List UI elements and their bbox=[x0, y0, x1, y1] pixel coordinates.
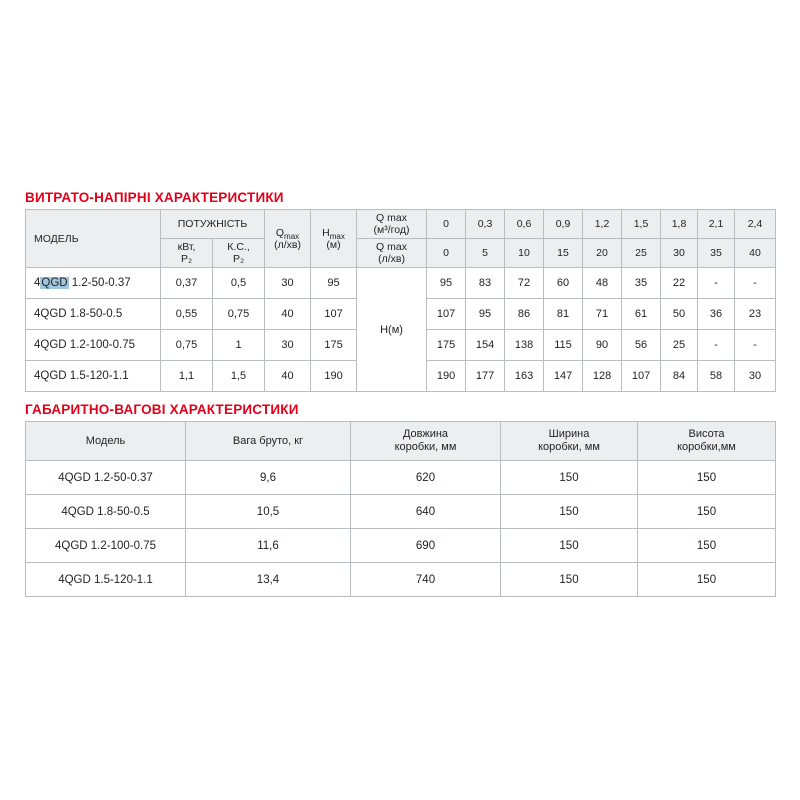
model-cell bbox=[26, 268, 161, 299]
header-power-hp bbox=[213, 239, 265, 268]
cell-qmax: 30 bbox=[265, 268, 311, 299]
header-qmax-m3h-label: Q max bbox=[376, 212, 407, 224]
flow-lmin-5: 25 bbox=[622, 239, 661, 268]
flow-m3h-0: 0 bbox=[427, 210, 466, 239]
dimensions-weight-table bbox=[25, 421, 776, 597]
header-qmax-lmin-unit: (л/хв) bbox=[378, 253, 405, 266]
table-row bbox=[26, 563, 776, 597]
header-dim-height bbox=[638, 422, 776, 461]
cell-qmax: 40 bbox=[265, 299, 311, 330]
table-row bbox=[26, 529, 776, 563]
cell-head-8: - bbox=[735, 268, 776, 299]
table-row bbox=[26, 268, 776, 299]
flow-lmin-6: 30 bbox=[661, 239, 698, 268]
cell-head-2: 72 bbox=[505, 268, 544, 299]
dim-width: 150 bbox=[501, 529, 638, 563]
dim-length: 640 bbox=[351, 495, 501, 529]
flow-lmin-7: 35 bbox=[698, 239, 735, 268]
cell-head-0: 190 bbox=[427, 361, 466, 392]
header-qmax-m3h-unit: (м³/год) bbox=[373, 224, 410, 237]
flow-lmin-1: 5 bbox=[466, 239, 505, 268]
flow-lmin-4: 20 bbox=[583, 239, 622, 268]
flow-lmin-3: 15 bbox=[544, 239, 583, 268]
header-qmax-sub: max bbox=[284, 231, 300, 241]
flow-lmin-2: 10 bbox=[505, 239, 544, 268]
header-dim-width-l1: Ширина bbox=[548, 428, 590, 441]
cell-head-1: 154 bbox=[466, 330, 505, 361]
header-model: МОДЕЛЬ bbox=[26, 210, 161, 268]
cell-head-5: 107 bbox=[622, 361, 661, 392]
dim-height: 150 bbox=[638, 529, 776, 563]
dim-width: 150 bbox=[501, 563, 638, 597]
dim-weight: 11,6 bbox=[186, 529, 351, 563]
flow-m3h-2: 0,6 bbox=[505, 210, 544, 239]
cell-head-3: 81 bbox=[544, 299, 583, 330]
header-qmax bbox=[265, 210, 311, 268]
flow-m3h-8: 2,4 bbox=[735, 210, 776, 239]
cell-head-7: 58 bbox=[698, 361, 735, 392]
dim-length: 740 bbox=[351, 563, 501, 597]
header-dim-height-l2: коробки,мм bbox=[677, 441, 736, 454]
cell-hmax: 190 bbox=[311, 361, 357, 392]
flow-m3h-3: 0,9 bbox=[544, 210, 583, 239]
header-power: ПОТУЖНІСТЬ bbox=[161, 210, 265, 239]
cell-hmax: 107 bbox=[311, 299, 357, 330]
cell-head-5: 35 bbox=[622, 268, 661, 299]
model-prefix: 4 bbox=[34, 277, 41, 290]
table-row bbox=[26, 461, 776, 495]
model-highlight: QGD bbox=[41, 277, 68, 290]
cell-hp: 1 bbox=[213, 330, 265, 361]
model-prefix: 4 bbox=[34, 308, 41, 321]
cell-head-0: 95 bbox=[427, 268, 466, 299]
flow-m3h-7: 2,1 bbox=[698, 210, 735, 239]
model-rest: QGD 1.5-120-1.1 bbox=[40, 370, 129, 383]
cell-qmax: 40 bbox=[265, 361, 311, 392]
cell-head-8: - bbox=[735, 330, 776, 361]
cell-head-2: 138 bbox=[505, 330, 544, 361]
model-prefix: 4 bbox=[34, 339, 41, 352]
dim-length: 690 bbox=[351, 529, 501, 563]
section-title-dimensions: ГАБАРИТНО-ВАГОВІ ХАРАКТЕРИСТИКИ bbox=[25, 402, 299, 418]
header-dim-length-l2: коробки, мм bbox=[394, 441, 457, 454]
dim-model: 4QGD 1.2-50-0.37 bbox=[26, 461, 186, 495]
cell-head-4: 90 bbox=[583, 330, 622, 361]
cell-head-5: 61 bbox=[622, 299, 661, 330]
model-rest: 1.2-50-0.37 bbox=[68, 277, 131, 290]
cell-head-6: 84 bbox=[661, 361, 698, 392]
section-spacer bbox=[0, 392, 800, 402]
cell-head-7: 36 bbox=[698, 299, 735, 330]
cell-head-0: 107 bbox=[427, 299, 466, 330]
cell-head-4: 128 bbox=[583, 361, 622, 392]
flow-m3h-1: 0,3 bbox=[466, 210, 505, 239]
cell-head-1: 95 bbox=[466, 299, 505, 330]
flow-characteristics-table bbox=[25, 209, 776, 392]
header-qmax-m3h bbox=[357, 210, 427, 239]
header-power-kw bbox=[161, 239, 213, 268]
dimensions-table-wrap bbox=[0, 421, 800, 597]
cell-kw: 0,55 bbox=[161, 299, 213, 330]
dim-length: 620 bbox=[351, 461, 501, 495]
cell-hm-label: H(м) bbox=[357, 268, 427, 392]
cell-kw: 1,1 bbox=[161, 361, 213, 392]
cell-head-4: 48 bbox=[583, 268, 622, 299]
flow-lmin-8: 40 bbox=[735, 239, 776, 268]
flow-lmin-0: 0 bbox=[427, 239, 466, 268]
header-qmax-label: Q bbox=[275, 226, 285, 239]
dim-model: 4QGD 1.2-100-0.75 bbox=[26, 529, 186, 563]
cell-hp: 0,75 bbox=[213, 299, 265, 330]
dim-weight: 9,6 bbox=[186, 461, 351, 495]
model-prefix: 4 bbox=[34, 370, 41, 383]
header-hmax-label: H bbox=[322, 226, 330, 239]
dim-height: 150 bbox=[638, 495, 776, 529]
cell-kw: 0,75 bbox=[161, 330, 213, 361]
model-cell bbox=[26, 299, 161, 330]
cell-head-6: 50 bbox=[661, 299, 698, 330]
header-power-hp-sub: P₂ bbox=[232, 253, 245, 266]
cell-head-8: 23 bbox=[735, 299, 776, 330]
flow-table-wrap bbox=[0, 209, 800, 392]
cell-head-6: 25 bbox=[661, 330, 698, 361]
cell-head-3: 147 bbox=[544, 361, 583, 392]
dim-model: 4QGD 1.8-50-0.5 bbox=[26, 495, 186, 529]
header-dim-height-l1: Висота bbox=[688, 428, 725, 441]
flow-header-row-1 bbox=[26, 210, 776, 239]
cell-hmax: 95 bbox=[311, 268, 357, 299]
cell-head-7: - bbox=[698, 330, 735, 361]
header-dim-width-l2: коробки, мм bbox=[538, 441, 600, 454]
dim-weight: 13,4 bbox=[186, 563, 351, 597]
cell-head-3: 115 bbox=[544, 330, 583, 361]
header-qmax-unit: (л/хв) bbox=[274, 238, 301, 251]
model-rest: QGD 1.2-100-0.75 bbox=[40, 339, 136, 352]
header-hmax-unit: (м) bbox=[326, 238, 341, 251]
model-cell bbox=[26, 330, 161, 361]
header-qmax-lmin bbox=[357, 239, 427, 268]
dim-weight: 10,5 bbox=[186, 495, 351, 529]
dim-model: 4QGD 1.5-120-1.1 bbox=[26, 563, 186, 597]
cell-hmax: 175 bbox=[311, 330, 357, 361]
header-dim-model-l1: Модель bbox=[85, 434, 126, 447]
cell-hp: 0,5 bbox=[213, 268, 265, 299]
header-dim-weight-l1: Вага бруто, кг bbox=[232, 434, 304, 447]
header-power-kw-label: кВт, bbox=[177, 241, 196, 254]
cell-head-1: 83 bbox=[466, 268, 505, 299]
header-dim-model bbox=[26, 422, 186, 461]
flow-m3h-5: 1,5 bbox=[622, 210, 661, 239]
header-dim-length bbox=[351, 422, 501, 461]
flow-m3h-6: 1,8 bbox=[661, 210, 698, 239]
header-qmax-lmin-label: Q max bbox=[376, 241, 407, 254]
dimensions-header-row bbox=[26, 422, 776, 461]
flow-m3h-4: 1,2 bbox=[583, 210, 622, 239]
table-row bbox=[26, 495, 776, 529]
header-dim-length-l1: Довжина bbox=[402, 428, 449, 441]
cell-head-2: 163 bbox=[505, 361, 544, 392]
cell-head-4: 71 bbox=[583, 299, 622, 330]
cell-head-0: 175 bbox=[427, 330, 466, 361]
header-dim-width bbox=[501, 422, 638, 461]
cell-head-8: 30 bbox=[735, 361, 776, 392]
cell-head-7: - bbox=[698, 268, 735, 299]
header-hmax bbox=[311, 210, 357, 268]
header-power-hp-label: К.С., bbox=[227, 241, 250, 254]
cell-kw: 0,37 bbox=[161, 268, 213, 299]
section-title-flow: ВИТРАТО-НАПІРНІ ХАРАКТЕРИСТИКИ bbox=[25, 190, 284, 205]
cell-head-3: 60 bbox=[544, 268, 583, 299]
dim-height: 150 bbox=[638, 461, 776, 495]
cell-head-6: 22 bbox=[661, 268, 698, 299]
header-dim-weight bbox=[186, 422, 351, 461]
cell-head-5: 56 bbox=[622, 330, 661, 361]
header-hmax-sub: max bbox=[329, 231, 345, 241]
header-power-kw-sub: P₂ bbox=[180, 253, 193, 266]
cell-head-1: 177 bbox=[466, 361, 505, 392]
cell-hp: 1,5 bbox=[213, 361, 265, 392]
model-rest: QGD 1.8-50-0.5 bbox=[40, 308, 123, 321]
cell-qmax: 30 bbox=[265, 330, 311, 361]
dim-width: 150 bbox=[501, 461, 638, 495]
top-spacer bbox=[0, 0, 800, 190]
cell-head-2: 86 bbox=[505, 299, 544, 330]
dim-width: 150 bbox=[501, 495, 638, 529]
model-cell bbox=[26, 361, 161, 392]
dim-height: 150 bbox=[638, 563, 776, 597]
